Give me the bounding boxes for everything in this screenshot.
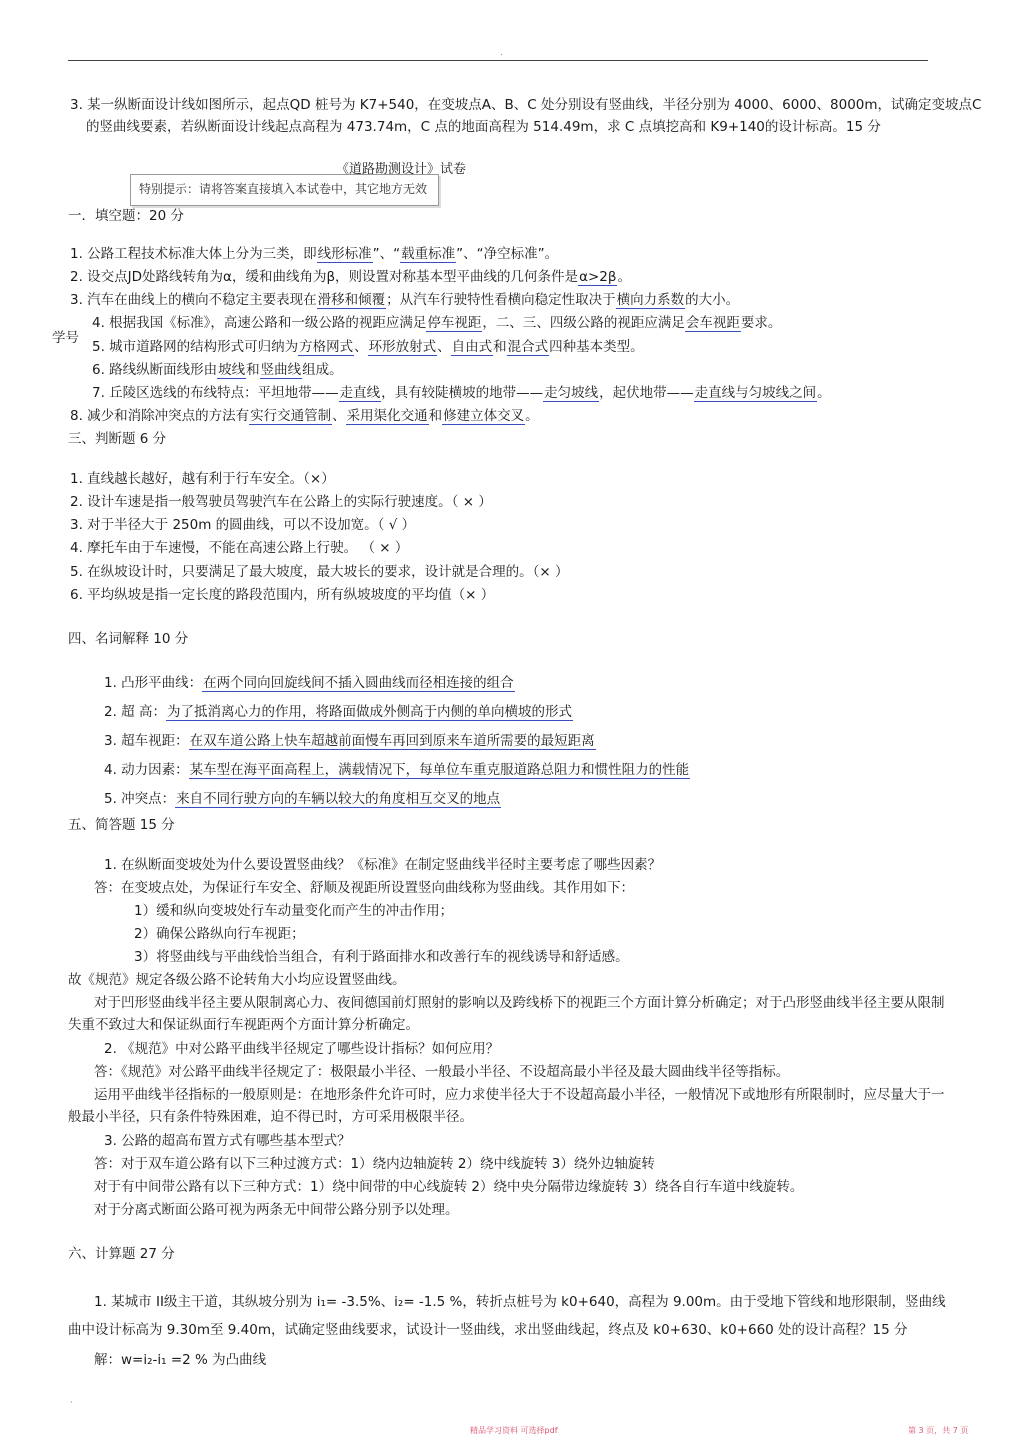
- notice-text: 特别提示：请将答案直接填入本试卷中，其它地方无效: [139, 182, 428, 196]
- fill-q5: 5. 城市道路网的结构形式可归纳为方格网式、环形放射式、自由式和混合式四种基本类型。: [92, 339, 644, 355]
- fill-q8-answer3: 修建立体交叉: [443, 408, 525, 424]
- term-definition: 某车型在海平面高程上，满载情况下，每单位车重克服道路总阻力和惯性阻力的性能: [189, 762, 690, 778]
- fill-q3-answer1: 滑移和倾覆: [317, 292, 386, 308]
- fill-q7-answer2: 走匀坡线: [544, 385, 599, 401]
- short-a1-paragraph: 对于凹形竖曲线半径主要从限制离心力、夜间德国前灯照射的影响以及跨线桥下的视距三个方面计算分析确定；对于凸形竖曲线半径主要从限制失重不致过大和保证纵面行车视距两个方面计算分析确定。: [68, 995, 945, 1033]
- fill-q5-answer1: 方格网式: [299, 339, 354, 355]
- fill-q6-answer2: 竖曲线: [260, 362, 302, 378]
- fill-q4: 4. 根据我国《标准》，高速公路和一级公路的视距应满足停车视距，二、三、四级公路的视距应满足会车视距要求。: [92, 315, 782, 331]
- judge-item: 4. 摩托车由于车速慢，不能在高速公路上行驶。 （ × ）: [70, 540, 409, 556]
- term-item: 5. 冲突点：来自不同行驶方向的车辆以较大的角度相互交叉的地点: [104, 791, 501, 807]
- fill-q1-answer1: 线形标准: [317, 246, 372, 262]
- term-item: 3. 超车视距：在双车道公路上快车超越前面慢车再回到原来车道所需要的最短距离: [104, 733, 595, 749]
- term-definition: 为了抵消离心力的作用，将路面做成外侧高于内侧的单向横坡的形式: [166, 704, 572, 720]
- short-heading: 五、简答题 15 分: [68, 817, 175, 833]
- fill-q7: 7. 丘陵区选线的布线特点：平坦地带——走直线，具有较陡横坡的地带——走匀坡线，起伏地带——走直线与匀坡线之间。: [92, 385, 831, 401]
- footer-page-number: 第 3 页，共 7 页: [908, 1426, 969, 1435]
- top-question-line1: 3. 某一纵断面设计线如图所示，起点QD 桩号为 K7+540，在变坡点A、B、C 处分别设有竖曲线，半径分别为 4000、6000、8000m，试确定变坡点C: [70, 97, 982, 113]
- judge-heading: 三、判断题 6 分: [68, 431, 167, 447]
- short-a3-line1: 答：对于双车道公路有以下三种过渡方式：1）绕内边轴旋转 2）绕中线旋转 3）绕外边轴旋转: [94, 1156, 655, 1172]
- short-a2: 答：《规范》对公路平曲线半径规定了：极限最小半径、一般最小半径、不设超高最小半径及最大圆曲线半径等指标。: [94, 1064, 790, 1080]
- short-a2-paragraph: 运用平曲线半径指标的一般原则是：在地形条件允许可时，应力求使半径大于不设超高最小半径，一般情况下或地形有所限制时，应尽量大于一般最小半径，只有条件特殊困难，迫不得已时，方可采用极限半径。: [68, 1087, 945, 1125]
- short-a1-conclusion: 故《规范》规定各级公路不论转角大小均应设置竖曲线。: [68, 972, 406, 988]
- fill-q2: 2. 设交点JD处路线转角为α，缓和曲线角为β，则设置对称基本型平曲线的几何条件是α>2β。: [70, 269, 631, 285]
- short-a3-line3: 对于分离式断面公路可视为两条无中间带公路分别予以处理。: [94, 1202, 459, 1218]
- judge-item: 2. 设计车速是指一般驾驶员驾驶汽车在公路上的实际行驶速度。（ × ）: [70, 494, 492, 510]
- judge-item: 3. 对于半径大于 250m 的圆曲线，可以不设加宽。（ √ ）: [70, 517, 416, 533]
- calc-heading: 六、计算题 27 分: [68, 1246, 175, 1262]
- calc-solution: 解：w=i₂-i₁ =2 % 为凸曲线: [94, 1352, 267, 1368]
- fill-q4-answer2: 会车视距: [685, 315, 740, 331]
- short-a1-item: 1）缓和纵向变坡处行车动量变化而产生的冲击作用；: [134, 903, 454, 919]
- term-item: 4. 动力因素：某车型在海平面高程上，满载情况下，每单位车重克服道路总阻力和惯性阻力的性能: [104, 762, 690, 778]
- fill-q4-answer1: 停车视距: [427, 315, 482, 331]
- fill-q8-answer2: 采用渠化交通: [346, 408, 428, 424]
- term-definition: 来自不同行驶方向的车辆以较大的角度相互交叉的地点: [176, 791, 501, 807]
- short-a1-item: 2）确保公路纵向行车视距；: [134, 926, 305, 942]
- judge-item: 6. 平均纵坡是指一定长度的路段范围内，所有纵坡坡度的平均值（× ）: [70, 587, 495, 603]
- fill-q7-answer3: 走直线与匀坡线之间: [694, 385, 817, 401]
- notice-box: [130, 174, 439, 206]
- short-a1-item: 3）将竖曲线与平曲线恰当组合，有利于路面排水和改善行车的视线诱导和舒适感。: [134, 949, 629, 965]
- fill-q6: 6. 路线纵断面线形由坡线和竖曲线组成。: [92, 362, 343, 378]
- short-q1: 1. 在纵断面变坡处为什么要设置竖曲线？《标准》在制定竖曲线半径时主要考虑了哪些因素？: [104, 857, 662, 873]
- judge-item: 5. 在纵坡设计时，只要满足了最大坡度，最大坡长的要求，设计就是合理的。（× ）: [70, 564, 569, 580]
- fill-q1: 1. 公路工程技术标准大体上分为三类，即线形标准”、“载重标准”、“净空标准”。: [70, 246, 559, 262]
- header-dot: .: [500, 48, 503, 58]
- term-item: 1. 凸形平曲线：在两个同向回旋线间不插入圆曲线而径相连接的组合: [104, 675, 514, 691]
- fill-q1-answer2: 载重标准: [401, 246, 456, 262]
- fill-q2-answer1: α>2β: [579, 269, 617, 285]
- calc-q1: 1. 某城市 II级主干道，其纵坡分别为 i₁= -3.5%、i₂= -1.5 %，转折点桩号为 k0+640，高程为 9.00m。由于受地下管线和地形限制，竖曲线曲中设计标高为 9.30m至 9.40m，试确定竖曲线要求，试设计一竖曲线，求出竖曲线起，终点及 k0+630、k0+660 处的设计高程？15 分: [68, 1294, 946, 1338]
- fill-q8: 8. 减少和消除冲突点的方法有实行交通管制、采用渠化交通和修建立体交叉。: [70, 408, 539, 424]
- fill-q8-answer1: 实行交通管制: [250, 408, 332, 424]
- term-item: 2. 超 高：为了抵消离心力的作用，将路面做成外侧高于内侧的单向横坡的形式: [104, 704, 572, 720]
- footer-left: 精品学习资料 可选择pdf: [470, 1426, 558, 1435]
- fill-q3-answer2: 横向力系数: [616, 292, 685, 308]
- short-q3: 3. 公路的超高布置方式有哪些基本型式？: [104, 1133, 351, 1149]
- fill-q7-answer1: 走直线: [339, 385, 381, 401]
- fill-q6-answer1: 坡线: [218, 362, 246, 378]
- fill-q5-answer4: 混合式: [507, 339, 549, 355]
- footer-dot: ·: [70, 1398, 73, 1408]
- exam-title: 《道路勘测设计》试卷: [336, 162, 467, 177]
- terms-heading: 四、名词解释 10 分: [68, 631, 189, 647]
- term-definition: 在双车道公路上快车超越前面慢车再回到原来车道所需要的最短距离: [189, 733, 595, 749]
- fill-q5-answer3: 自由式: [451, 339, 493, 355]
- side-label-student-id: 学号: [52, 330, 79, 346]
- fill-heading: 一．填空题：20 分: [68, 208, 184, 224]
- term-definition: 在两个同向回旋线间不插入圆曲线而径相连接的组合: [203, 675, 514, 691]
- header-rule: [68, 60, 928, 61]
- top-question-line2: 的竖曲线要素，若纵断面设计线起点高程为 473.74m，C 点的地面高程为 514.49m，求 C 点填挖高和 K9+140的设计标高。15 分: [86, 119, 881, 135]
- judge-item: 1. 直线越长越好，越有利于行车安全。（×）: [70, 471, 335, 487]
- short-a1: 答：在变坡点处，为保证行车安全、舒顺及视距所设置竖向曲线称为竖曲线。其作用如下：: [94, 880, 634, 896]
- short-q2: 2. 《规范》中对公路平曲线半径规定了哪些设计指标？如何应用？: [104, 1041, 500, 1057]
- fill-q3: 3. 汽车在曲线上的横向不稳定主要表现在滑移和倾覆；从汽车行驶特性看横向稳定性取决于横向力系数的大小。: [70, 292, 740, 308]
- fill-q5-answer2: 环形放射式: [368, 339, 437, 355]
- short-a3-line2: 对于有中间带公路有以下三种方式：1）绕中间带的中心线旋转 2）绕中央分隔带边缘旋转 3）绕各自行车道中线旋转。: [94, 1179, 804, 1195]
